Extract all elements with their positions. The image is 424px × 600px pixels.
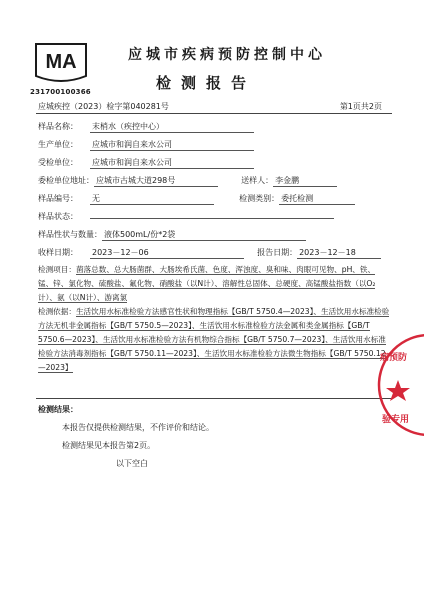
address-sender-row <box>38 175 337 187</box>
inspected-unit-value: 应城市和润自来水公司 <box>90 157 254 169</box>
page-title: 检测报告 <box>156 74 257 92</box>
producer-row <box>38 139 254 151</box>
sample-name-label: 样品名称： <box>38 122 78 131</box>
producer-value: 应城市和润自来水公司 <box>90 139 254 151</box>
official-seal <box>374 330 424 440</box>
svg-text:验专用: 验专用 <box>382 415 410 425</box>
conclusion-line-1: 本报告仅提供检测结果，不作评价和结论。 <box>62 423 214 432</box>
received-date-value: 2023－12－06 <box>90 247 244 259</box>
category-label: 检测类别： <box>239 194 280 203</box>
organization-name: 应城市疾病预防控制中心 <box>128 47 326 63</box>
test-items <box>38 263 390 305</box>
sample-status-label: 样品状态： <box>38 212 78 221</box>
test-basis-label: 检测依据： <box>38 307 76 316</box>
sample-name-value: 末梢水（疾控中心） <box>90 121 254 133</box>
received-date-label: 收样日期： <box>38 248 78 257</box>
sender-value: 李金鹏 <box>273 175 337 187</box>
dates-row <box>38 247 381 259</box>
report-date-value: 2023－12－18 <box>297 247 381 259</box>
sample-status-value <box>90 218 334 219</box>
header-divider <box>36 113 392 114</box>
test-items-value: 菌落总数、总大肠菌群、大肠埃希氏菌、色度、浑浊度、臭和味、肉眼可见物、pH、铁、锰、锌、氯化物、硫酸盐、氟化物、硝酸盐（以N计）、溶解性总固体、总硬度、高锰酸盐指数（以O₂计）、氨（以N计）、游离氯 <box>38 265 376 302</box>
sample-quantity-label: 样品性状与数量： <box>38 230 102 239</box>
sample-quantity-value: 液体500mL/份*2袋 <box>102 229 306 241</box>
conclusion-line-2: 检测结果见本报告第2页。 <box>62 441 156 450</box>
inspected-unit-label: 受检单位： <box>38 158 78 167</box>
test-basis-value: 生活饮用水标准检验方法感官性状和物理指标【GB/T 5750.4—2023】、生活饮用水标准检验方法无机非金属指标【GB/T 5750.5—2023】、生活饮用水标准检验方法金属和类金属指标【GB/T 5750.6—2023】、生活饮用水标准检验方法有机物综合指标【GB/T 5750.7—2023】、生活饮用水标准检验方法消毒剂指标【GB/T 5750.11—2023】、生活饮用水标准检验方法微生物指标【GB/T 5750.12—2023】 <box>38 307 390 372</box>
page-indicator: 第1页共2页 <box>339 102 382 111</box>
inspected-unit-row <box>38 157 254 169</box>
conclusion-label: 检测结果： <box>38 405 78 414</box>
sample-number-row <box>38 193 355 205</box>
sample-name-row <box>38 121 254 133</box>
test-items-label: 检测项目： <box>38 265 76 274</box>
section-divider <box>36 398 392 399</box>
sample-status-row <box>38 211 334 222</box>
test-basis <box>38 305 390 375</box>
sample-number-label: 样品编号： <box>38 194 78 203</box>
ma-seal <box>30 38 92 86</box>
svg-text:病预防: 病预防 <box>380 353 408 363</box>
address-label: 委检单位地址： <box>38 176 94 185</box>
sample-number-value: 无 <box>90 193 214 205</box>
sender-label: 送样人： <box>241 176 274 185</box>
producer-label: 生产单位： <box>38 140 78 149</box>
sample-quantity-row <box>38 229 306 241</box>
ma-certificate-code: 231700100366 <box>30 88 91 96</box>
report-number: 应城疾控（2023）检字第040281号 <box>38 102 169 111</box>
report-date-label: 报告日期： <box>257 248 298 257</box>
svg-text:MA: MA <box>45 51 77 73</box>
address-value: 应城市古城大道298号 <box>94 175 218 187</box>
blank-below-note: 以下空白 <box>116 459 148 468</box>
category-value: 委托检测 <box>279 193 355 205</box>
